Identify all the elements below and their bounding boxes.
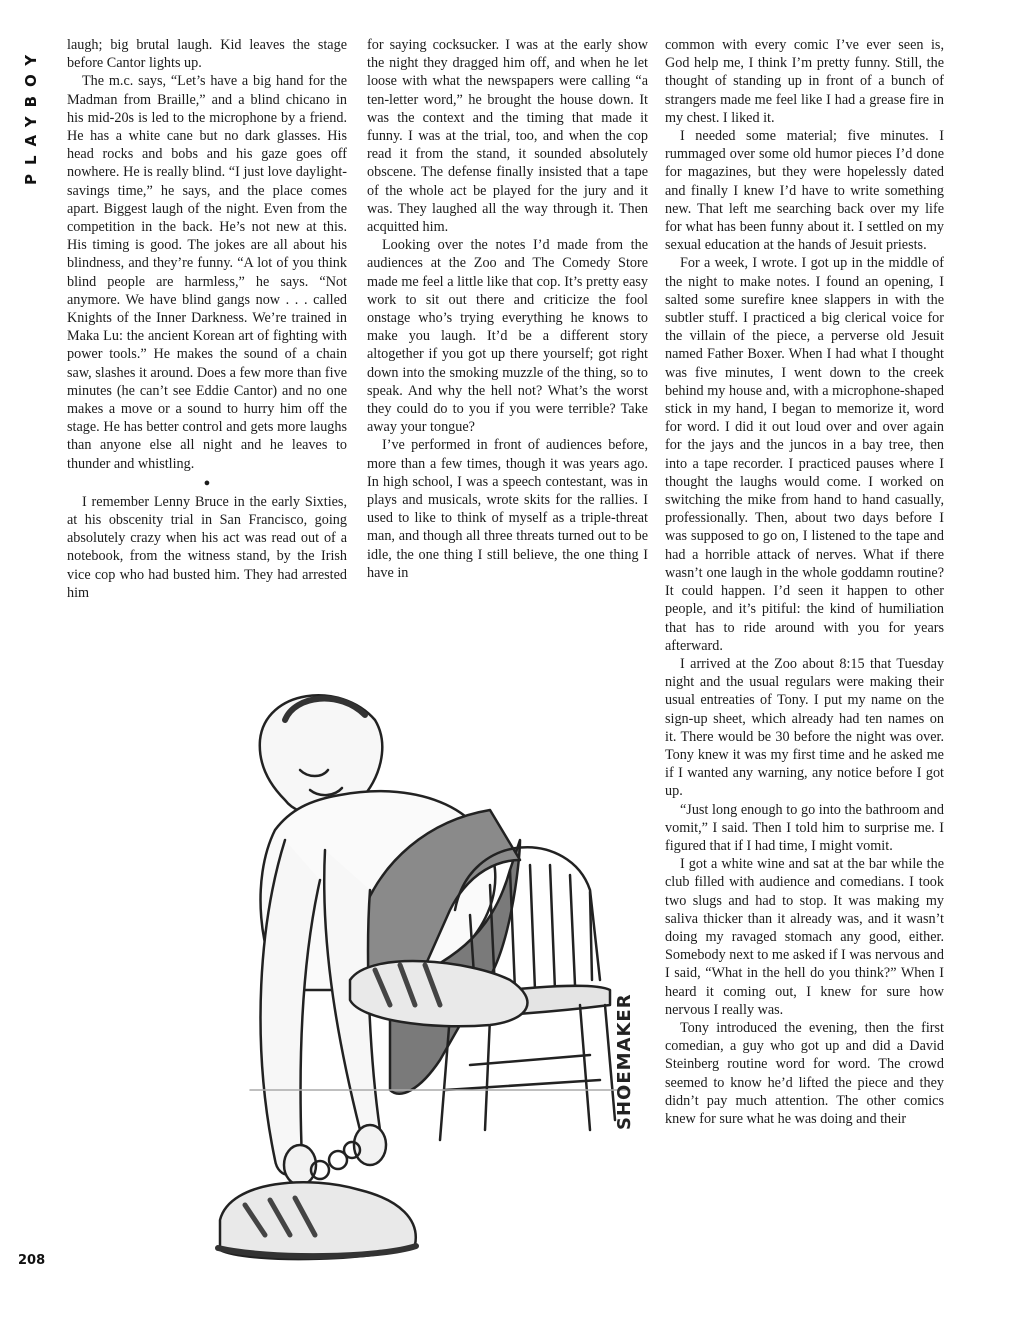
text-column-1 <box>67 36 347 602</box>
paragraph: “Just long enough to go into the bathroom and vomit,” I said. Then I told him to surprise me. I figured that if I had time, I might vomit. <box>665 801 944 854</box>
paragraph: laugh; big brutal laugh. Kid leaves the stage before Cantor lights up. <box>67 37 347 72</box>
artist-signature: SHOEMAKER <box>614 993 635 1130</box>
paragraph: Tony introduced the evening, then the first comedian, a guy who got up and did a David Steinberg routine word for word. The crowd seemed to know he’d lifted the piece and they didn’t pay much attention. The other comics knew for sure what he was doing and their <box>665 1019 944 1127</box>
paragraph: common with every comic I’ve ever seen is, God help me, I think I’m pretty funny. Still, the thought of standing up in front of a bunch of strangers made me feel like I had a grease fire in my chest. I liked it. <box>665 37 944 126</box>
page-number: 208 <box>18 1253 46 1268</box>
paragraph: The m.c. says, “Let’s have a big hand for the Madman from Braille,” and a blind chicano in his mid-20s is led to the microphone by a friend. He has a white cane but no dark glasses. His head rocks and bobs and his gaze goes off nowhere. He is really blind. “I just love daylight-savings time,” he says, and the place comes apart. Biggest laugh of the night. Even from the competition in the back. He’s not new at this. His timing is good. The jokes are all about his blindness, and they’re funny. “A lot of you think blind people are harmless,” he says. “Not anymore. We have blind gangs now . . . called Knights of the Inner Darkness. We’re trained in Maka Lu: the ancient Korean art of fighting with power tools.” He makes the sound of a chain saw, slashes it around. Does a few more than five minutes (he can’t see Eddie Cantor) and no one makes a move or a sound to hurry him off the stage. He has better control and gets more laughs than anyone else all night and he leaves to thunder and whistling. <box>67 73 347 472</box>
paragraph: I arrived at the Zoo about 8:15 that Tuesday night and the usual regulars were making their usual entreaties of Tony. I put my name on the sign-up sheet, which already had ten names on it. There would be 30 before the night was over. Tony knew it was my first time and he asked me if I wanted any warning, any notice before I got up. <box>665 655 944 800</box>
paragraph: Looking over the notes I’d made from the audiences at the Zoo and The Comedy Store made me feel a little like that cop. It’s pretty easy work to sit out there and criticize the fool onstage who’s trying everything he knows to make you laugh. It’d be a different story altogether if you got up there yourself; got right down into the smoking muzzle of the thing, so to speak. And why the hell not? What’s the worst they could do to you if you were terrible? Take away your tongue? <box>367 237 648 436</box>
paragraph: I remember Lenny Bruce in the early Sixties, at his obscenity trial in San Francisco, going absolutely crazy when his act was read out of a notebook, from the witness stand, by the Irish vice cop who had busted him. They had arrested him <box>67 493 347 601</box>
magazine-running-title: PLAYBOY <box>22 45 40 185</box>
cartoon-illustration <box>190 660 660 1300</box>
paragraph: I got a white wine and sat at the bar while the club filled with audience and comedians. I took two slugs and had to stop. It was making my saliva thicker than it already was, and it wasn’t doing my ravaged stomach any good, either. Somebody next to me asked if I was nervous and I said, “What in the hell do you think?” When I heard it coming out, I knew for sure how nervous I really was. <box>665 856 944 1018</box>
text-column-3 <box>665 36 944 1128</box>
paragraph: For a week, I wrote. I got up in the middle of the night to make notes. I found an opening, I salted some surefire knee slappers in with the subtler stuff. I practiced a big clerical voice for the villain of the piece, a perverse old Jesuit named Father Boxer. When I had what I thought was five minutes, I went down to the creek behind my house and, with a microphone-shaped stick in my hand, I began to memorize it, word for word. I did it out loud over and over again for the jays and the juncos in a bay tree, then into a tape recorder. I practiced pauses where I thought the laughs would come. I worked on switching the mike from hand to hand casually, professionally. Then, about two days before I was supposed to go on, I listened to the tape and had a horrible attack of nerves. What if there wasn’t one laugh in the whole goddamn routine? It could happen. I’d seen it happen to other people, and it’s pitiful: the kind of humiliation that has to ride around with you for years afterward. <box>665 255 944 654</box>
text-column-2 <box>367 36 648 582</box>
paragraph: I’ve performed in front of audiences before, more than a few times, though it was years ago. In high school, I was a speech contestant, was in plays and musicals, wrote skits for the rallies. I used to like to think of myself as a triple-threat man, and though all three threats turned out to be idle, the one thing I still believe, the one thing I have in <box>367 437 648 581</box>
paragraph: for saying cocksucker. I was at the early show the night they dragged him off, and when he let loose with what the newspapers were calling “a ten-letter word,” he brought the house down. It was the context and the timing that made it funny. I was at the trial, too, and when the cop read it from the stand, it sounded absolutely obscene. The defense finally insisted that a tape of the whole act be played for the jury and it was. They laughed all the way through it. Then acquitted him. <box>367 37 648 236</box>
section-separator: ● <box>203 476 211 489</box>
paragraph: I needed some material; five minutes. I rummaged over some old humor pieces I’d done for magazines, but they were hopelessly dated and finally I knew I’d have to write something new. That left me searching back over my life for what has been funny about it. I settled on my sexual education at the hands of Jesuit priests. <box>665 128 944 254</box>
